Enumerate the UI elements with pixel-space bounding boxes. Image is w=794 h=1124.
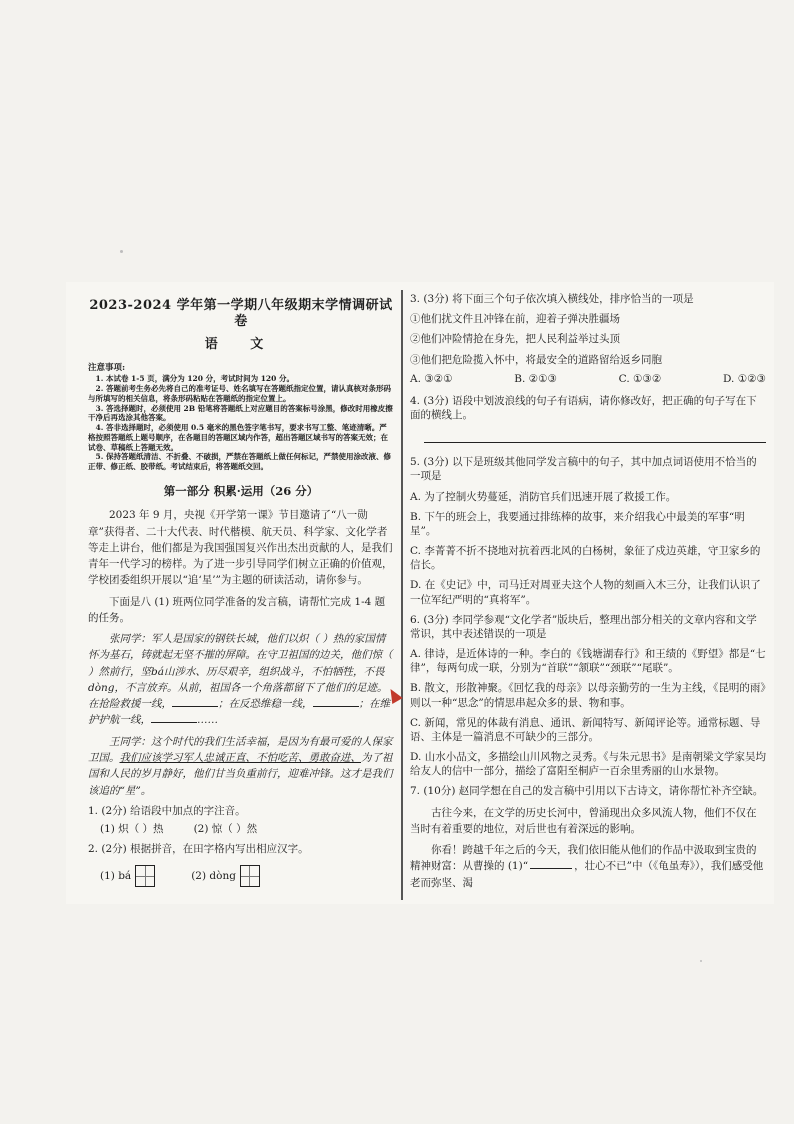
section-title: 第一部分 积累·运用（26 分） xyxy=(163,483,319,498)
question-1-items xyxy=(100,823,394,836)
q7-text: 你看！跨越千年之后的今天，我们依旧能从他们的作品中汲取到宝贵的精神财富：从曹操的 (1)“ xyxy=(410,844,757,873)
intro-paragraph: 2023 年 9 月，央视《开学第一课》节目邀请了“八一勋章”获得者、二十大代表、时代楷模、航天员、科学家、文化学者等走上讲台，他们都是为我国强国复兴作出杰出贡献的人，是我们青年一代学习的榜样。为了进一步引导同学们树立正确的价值观，学校团委组织开展以“追‘星’”为主题的研读活动，请你参与。 xyxy=(88,509,393,587)
wang-speech-start: 王同学：这个时代的我们生活幸福，是因为有最可爱的人保家卫国。 xyxy=(88,735,393,764)
left-column xyxy=(88,292,394,887)
q5-option-d[interactable]: D. 在《史记》中，司马迁对周亚夫这个人物的刻画入木三分，让我们认识了一位军纪严明的“真将军”。 xyxy=(410,579,761,606)
question-2: 2. (2分) 根据拼音，在田字格内写出相应汉字。 xyxy=(88,843,309,856)
q2-pinyin-a: (1) bá xyxy=(100,870,132,883)
note-item: 5. 保持答题纸清洁、不折叠、不破损，严禁在答题纸上做任何标记，严禁使用涂改液、修正带、修正纸、胶带纸。考试结束后，将答题纸交回。 xyxy=(88,452,391,472)
option-a[interactable]: A. ③②① xyxy=(410,372,453,385)
answer-line[interactable] xyxy=(424,428,766,443)
q3-sentence-1: ①他们扰文件且冲锋在前，迎着子弹决胜疆场 xyxy=(410,313,620,326)
q6-option-b[interactable]: B. 散文，形散神聚。《回忆我的母亲》以母亲勤劳的一生为主线，《昆明的雨》则以一种“思念”的情思串起众多的景、物和事。 xyxy=(410,682,766,709)
q2-pinyin-b: (2) dòng xyxy=(191,870,236,883)
q7-paragraph-1: 古往今来，在文学的历史长河中，曾涌现出众多风流人物，他们不仅在当时有着重要的地位，对后世也有着深远的影响。 xyxy=(410,806,757,835)
q6-option-c[interactable]: C. 新闻，常见的体裁有消息、通讯、新闻特写、新闻评论等。通常标题、导语、主体是一篇消息不可缺少的三部分。 xyxy=(410,716,761,743)
fill-blank[interactable] xyxy=(530,868,572,869)
q2-item-b xyxy=(191,865,260,887)
note-item: 2. 答题前考生务必先将自己的准考证号、姓名填写在答题纸指定位置，请认真核对条形码与所填写的相关信息，将条形码粘贴在答题纸的指定位置上。 xyxy=(88,384,391,403)
q1-item-b: (2) 惊（ ）然 xyxy=(193,822,258,835)
q3-options xyxy=(410,373,766,386)
fill-blank[interactable] xyxy=(313,706,359,707)
scan-speck xyxy=(700,960,702,962)
q6-option-d[interactable]: D. 山水小品文，多描绘山川风物之灵秀。《与朱元思书》是南朝梁文学家吴均给友人的信中一部分，描绘了富阳至桐庐一百余里秀丽的山水景物。 xyxy=(410,751,766,778)
fill-blank[interactable] xyxy=(151,722,197,723)
question-5: 5. (3分) 以下是班级其他同学发言稿中的句子，其中加点词语使用不恰当的一项是 xyxy=(410,456,757,483)
note-item: 3. 答选择题时，必须使用 2B 铅笔将答题纸上对应题目的答案标号涂黑，修改时用橡皮擦干净后再选涂其他答案。 xyxy=(88,403,393,423)
q7-text-cont: ，壮心不已”中（《龟虽寿》），我们感受他老而弥坚、渴 xyxy=(410,860,764,889)
option-d[interactable]: D. ①②③ xyxy=(723,372,766,385)
q5-option-c[interactable]: C. 李菁菁不折不挠地对抗着西北风的白杨树，象征了戍边英雄，守卫家乡的信长。 xyxy=(410,545,761,572)
wang-speech-end: 为了祖国和人民的岁月静好，他们甘当负重前行，迎难冲锋。这才是我们该追的“星”。 xyxy=(88,751,393,797)
q5-option-a[interactable]: A. 为了控制火势蔓延，消防官兵们迅速开展了救援工作。 xyxy=(410,490,677,503)
zhang-speech-mid: ；在反恐维稳一线， xyxy=(218,698,313,711)
tian-grid-box[interactable] xyxy=(240,865,260,887)
q3-sentence-3: ③他们把危险揽入怀中，将最安全的道路留给返乡同胞 xyxy=(410,353,662,366)
zhang-speech-end: ；在维护护航一线， xyxy=(88,698,390,727)
scan-speck xyxy=(120,250,123,253)
question-1: 1. (2分) 给语段中加点的字注音。 xyxy=(88,804,246,817)
option-c[interactable]: C. ①③② xyxy=(618,372,662,385)
zhang-speech-tail: …… xyxy=(197,714,218,727)
question-2-items xyxy=(100,865,394,887)
q2-item-a xyxy=(100,865,155,887)
option-b[interactable]: B. ②①③ xyxy=(514,372,557,385)
notes-heading: 注意事项: xyxy=(88,362,126,373)
q1-item-a: (1) 炽（ ）热 xyxy=(100,822,164,835)
question-4: 4. (3分) 语段中划波浪线的句子有语病，请你修改好，把正确的句子写在下面的横线上。 xyxy=(410,394,757,421)
wavy-sentence: 我们应该学习军人忠诚正直、不怕吃苦、勇敢奋进、 xyxy=(119,751,361,764)
question-3: 3. (3分) 将下面三个句子依次填入横线处，排序恰当的一项是 xyxy=(410,293,694,305)
zhang-speech-text: 张同学：军人是国家的钢铁长城，他们以炽（ ）热的家国情怀为基石，铸就起无坚不摧的屏障。在守卫祖国的边关，他们惊（ ）然前行，坚bá山涉水、历尽艰辛，组织战斗，不怕牺牲，不畏dòng，不言放弃。从前，祖国各一个角落都留下了他们的足迹。在抢险救援一线， xyxy=(88,633,393,711)
question-7: 7. (10分) 赵同学想在自己的发言稿中引用以下古诗文，请你帮忙补齐空缺。 xyxy=(410,785,764,798)
intro-instruction: 下面是八 (1) 班两位同学准备的发言稿，请帮忙完成 1-4 题的任务。 xyxy=(88,595,386,624)
zhang-speech xyxy=(88,631,394,729)
q3-sentence-2: ②他们冲险情抢在身先，把人民利益举过头顶 xyxy=(410,333,620,346)
right-column xyxy=(410,292,766,896)
note-item: 1. 本试卷 1-5 页，满分为 120 分，考试时间为 120 分。 xyxy=(95,374,294,384)
exam-title: 2023-2024 学年第一学期八年级期末学情调研试卷 xyxy=(89,298,393,330)
question-6: 6. (3分) 李同学参观“文化学者”版块后，整理出部分相关的文章内容和文学常识，其中表述错误的一项是 xyxy=(410,613,757,640)
q6-option-a[interactable]: A. 律诗，是近体诗的一种。李白的《钱塘湖春行》和王绩的《野望》都是“七律”，每两句成一联，分别为“首联”“颔联”“颈联”“尾联”。 xyxy=(410,648,766,675)
q7-paragraph-2 xyxy=(410,842,766,891)
fill-blank[interactable] xyxy=(172,706,218,707)
subject-title: 语 文 xyxy=(204,336,278,352)
q5-option-b[interactable]: B. 下午的班会上，我要通过排练棒的故事，来介绍我心中最美的军事“明星”。 xyxy=(410,510,745,537)
tian-grid-box[interactable] xyxy=(135,865,155,887)
wang-speech xyxy=(88,734,394,799)
page-fold-divider xyxy=(401,290,403,900)
note-item: 4. 答非选择题时，必须使用 0.5 毫米的黑色签字笔书写，要求书写工整、笔迹清晰。严格按照答题纸上题号顺序，在各题目的答题区域内作答，超出答题区域书写的答案无效；在试卷、草稿纸上答题无效。 xyxy=(88,423,388,452)
